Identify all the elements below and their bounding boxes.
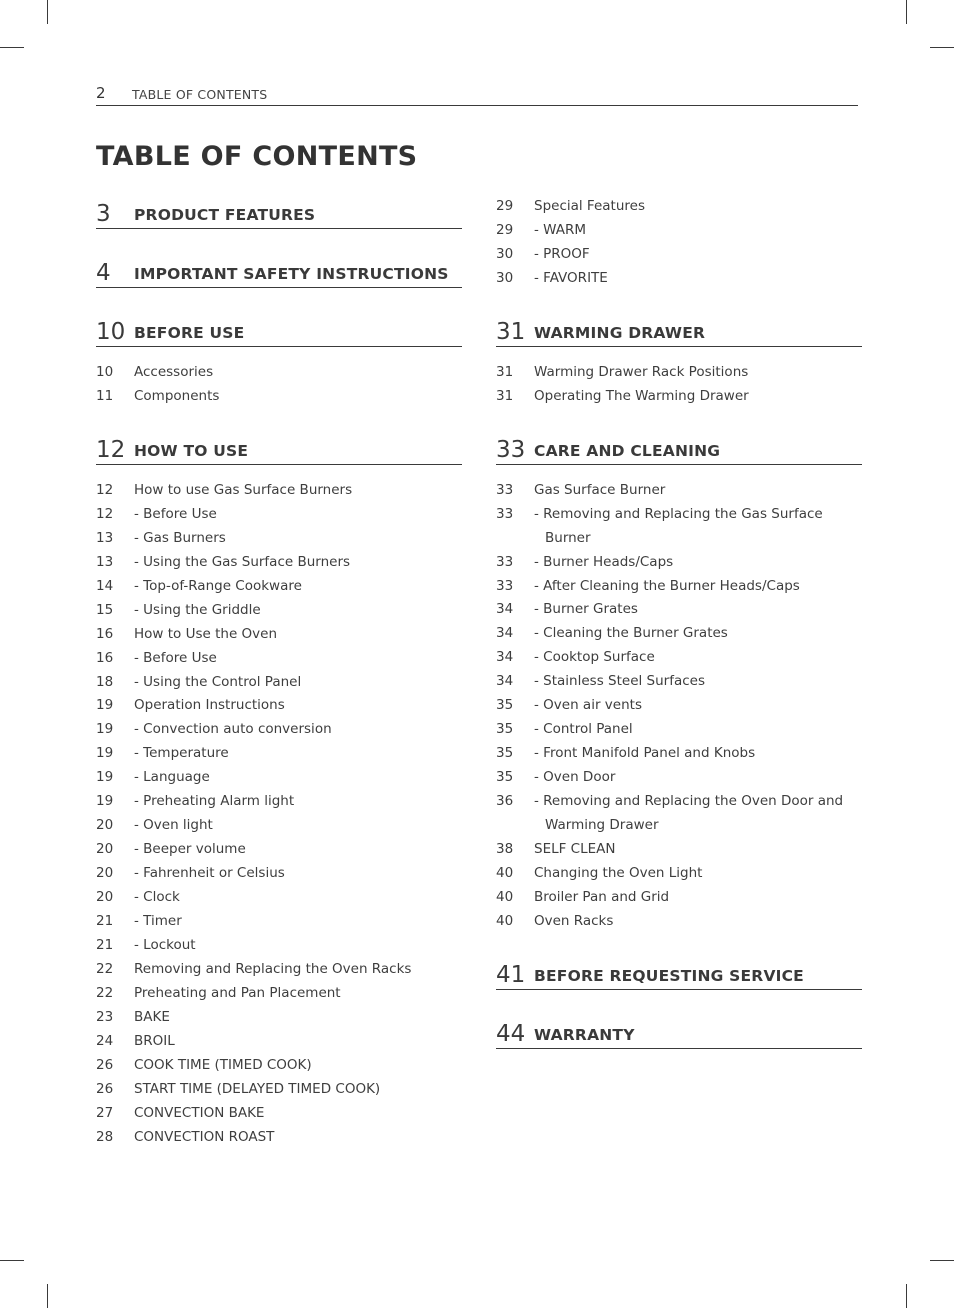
toc-entry[interactable]	[96, 1126, 462, 1150]
entry-title: - Burner Grates	[534, 601, 638, 618]
section-heading[interactable]	[496, 1015, 862, 1049]
entry-page-number: 26	[96, 1056, 114, 1073]
entry-page-number: 34	[496, 601, 514, 618]
entry-page-number: 16	[96, 649, 114, 666]
entry-page-number: 40	[496, 864, 514, 881]
entry-title: - WARM	[534, 221, 587, 238]
entry-page-number: 24	[96, 1032, 114, 1049]
entry-page-number: 28	[96, 1128, 114, 1145]
entry-title: - Burner Heads/Caps	[534, 553, 674, 570]
entry-title: Changing the Oven Light	[534, 864, 703, 881]
entry-page-number: 15	[96, 601, 114, 618]
toc-entry[interactable]	[96, 982, 462, 1006]
toc-entry[interactable]	[496, 886, 862, 910]
toc-entry[interactable]	[496, 503, 862, 551]
section-heading[interactable]	[96, 313, 462, 347]
toc-entry[interactable]	[496, 551, 862, 575]
entry-title: - Using the Control Panel	[134, 673, 302, 690]
entry-title: BROIL	[134, 1032, 175, 1049]
entry-page-number: 12	[96, 481, 114, 498]
entry-page-number: 13	[96, 529, 114, 546]
entry-title: - Gas Burners	[134, 529, 226, 546]
entry-page-number: 19	[96, 745, 114, 762]
entry-page-number: 22	[96, 984, 114, 1001]
entry-page-number: 13	[96, 553, 114, 570]
toc-entry[interactable]	[496, 766, 862, 790]
crop-mark	[47, 0, 48, 24]
entry-title: Operating The Warming Drawer	[534, 387, 749, 404]
entry-page-number: 33	[496, 505, 514, 522]
section-heading[interactable]	[496, 431, 862, 465]
entry-list	[96, 361, 462, 409]
entry-page-number: 23	[96, 1008, 114, 1025]
entry-title: - PROOF	[534, 245, 590, 262]
toc-entry[interactable]	[96, 718, 462, 742]
entry-page-number: 31	[496, 363, 514, 380]
entry-page-number: 30	[496, 269, 514, 286]
toc-entry[interactable]	[96, 742, 462, 766]
entry-title: How to Use the Oven	[134, 625, 278, 642]
toc-entry[interactable]	[96, 527, 462, 551]
section-heading[interactable]	[96, 431, 462, 465]
crop-mark	[0, 47, 24, 48]
toc-entry[interactable]	[96, 862, 462, 886]
entry-title: Components	[134, 387, 220, 404]
crop-mark	[906, 0, 907, 24]
toc-entry[interactable]	[96, 1078, 462, 1102]
entry-page-number: 27	[96, 1104, 114, 1121]
section-heading[interactable]	[96, 195, 462, 229]
entry-title: Operation Instructions	[134, 697, 285, 714]
entry-title: - After Cleaning the Burner Heads/Caps	[534, 577, 800, 594]
entry-title: - Convection auto conversion	[134, 721, 332, 738]
entry-page-number: 35	[496, 769, 514, 786]
right-column	[496, 195, 862, 1074]
entry-page-number: 19	[96, 769, 114, 786]
entry-page-number: 33	[496, 553, 514, 570]
entry-title: - Using the Gas Surface Burners	[134, 553, 351, 570]
entry-page-number: 40	[496, 888, 514, 905]
toc-entry[interactable]	[96, 385, 462, 409]
entry-page-number: 20	[96, 841, 114, 858]
entry-title: CONVECTION ROAST	[134, 1128, 275, 1145]
entry-list	[496, 361, 862, 409]
crop-mark	[47, 1284, 48, 1308]
toc-entry[interactable]	[96, 1102, 462, 1126]
entry-title: Preheating and Pan Placement	[134, 984, 341, 1001]
toc-entry[interactable]	[96, 647, 462, 671]
toc-entry[interactable]	[96, 910, 462, 934]
crop-mark	[906, 1284, 907, 1308]
toc-entry[interactable]	[496, 622, 862, 646]
entry-page-number: 11	[96, 387, 114, 404]
section-page-number: 31	[496, 318, 526, 345]
entry-page-number: 30	[496, 245, 514, 262]
toc-entry[interactable]	[496, 838, 862, 862]
entry-page-number: 21	[96, 913, 114, 930]
entry-title: - Clock	[134, 889, 180, 906]
entry-page-number: 19	[96, 721, 114, 738]
entry-page-number: 20	[96, 817, 114, 834]
toc-entry[interactable]	[96, 838, 462, 862]
toc-entry[interactable]	[96, 886, 462, 910]
entry-title: - Front Manifold Panel and Knobs	[534, 745, 756, 762]
toc-entry[interactable]	[496, 790, 862, 838]
toc-entry[interactable]	[96, 671, 462, 695]
entry-title: How to use Gas Surface Burners	[134, 481, 353, 498]
section-page-number: 3	[96, 201, 111, 227]
toc-entry[interactable]	[96, 934, 462, 958]
entry-page-number: 20	[96, 889, 114, 906]
entry-title: - Oven air vents	[534, 697, 642, 714]
section-page-number: 4	[96, 260, 111, 286]
toc-entry[interactable]	[496, 219, 862, 243]
entry-page-number: 33	[496, 577, 514, 594]
entry-page-number: 19	[96, 697, 114, 714]
section-title: WARMING DRAWER	[534, 323, 706, 342]
continued-entry-list	[496, 195, 862, 291]
entry-page-number: 36	[496, 793, 514, 810]
entry-title: - Cleaning the Burner Grates	[534, 625, 728, 642]
toc-entry[interactable]	[96, 958, 462, 982]
entry-title: Gas Surface Burner	[534, 481, 666, 498]
toc-entry[interactable]	[96, 814, 462, 838]
entry-page-number: 34	[496, 625, 514, 642]
toc-entry[interactable]	[96, 361, 462, 385]
entry-title: START TIME (DELAYED TIMED COOK)	[134, 1080, 381, 1097]
running-title: TABLE OF CONTENTS	[132, 87, 268, 102]
toc-entry[interactable]	[496, 575, 862, 599]
entry-page-number: 35	[496, 721, 514, 738]
entry-title: - Language	[134, 769, 210, 786]
entry-title: Removing and Replacing the Oven Racks	[134, 960, 412, 977]
section-heading[interactable]	[496, 313, 862, 347]
entry-title: - Lockout	[134, 937, 196, 954]
section-heading[interactable]	[96, 254, 462, 288]
toc-entry[interactable]	[496, 479, 862, 503]
entry-title: - Temperature	[134, 745, 229, 762]
entry-title: - Removing and Replacing the Oven Door and Warming Drawer	[534, 793, 844, 834]
toc-entry[interactable]	[496, 243, 862, 267]
page-title: TABLE OF CONTENTS	[96, 141, 418, 172]
entry-title: - Top-of-Range Cookware	[134, 577, 302, 594]
entry-title: - FAVORITE	[534, 269, 608, 286]
entry-page-number: 35	[496, 745, 514, 762]
toc-entry[interactable]	[496, 598, 862, 622]
section-page-number: 44	[496, 1020, 526, 1047]
entry-title: - Cooktop Surface	[534, 649, 655, 666]
section-page-number: 10	[96, 319, 126, 345]
entry-title: Oven Racks	[534, 912, 614, 929]
section-title: PRODUCT FEATURES	[134, 206, 316, 224]
toc-entry[interactable]	[496, 910, 862, 934]
running-header	[96, 84, 858, 106]
entry-title: - Oven Door	[534, 769, 616, 786]
toc-entry[interactable]	[496, 718, 862, 742]
section-title: BEFORE REQUESTING SERVICE	[534, 966, 804, 985]
toc-entry[interactable]	[496, 361, 862, 385]
toc-entry[interactable]	[96, 575, 462, 599]
toc-entry[interactable]	[96, 551, 462, 575]
entry-page-number: 12	[96, 505, 114, 522]
entry-page-number: 29	[496, 198, 514, 214]
section-page-number: 12	[96, 436, 126, 463]
entry-title: COOK TIME (TIMED COOK)	[134, 1056, 312, 1073]
toc-entry[interactable]	[496, 862, 862, 886]
entry-title: Warming Drawer Rack Positions	[534, 363, 749, 380]
entry-title: BAKE	[134, 1008, 170, 1025]
toc-entry[interactable]	[96, 623, 462, 647]
entry-title: - Control Panel	[534, 721, 633, 738]
toc-entry[interactable]	[96, 1054, 462, 1078]
entry-list	[496, 479, 862, 934]
section-title: CARE AND CLEANING	[534, 441, 721, 460]
entry-title: Accessories	[134, 364, 214, 380]
entry-page-number: 38	[496, 841, 514, 858]
crop-mark	[930, 47, 954, 48]
crop-mark	[930, 1260, 954, 1261]
entry-title: - Removing and Replacing the Gas Surface Burner	[534, 505, 823, 546]
entry-title: CONVECTION BAKE	[134, 1104, 265, 1121]
entry-page-number: 40	[496, 912, 514, 929]
section-title: BEFORE USE	[134, 324, 245, 342]
crop-mark	[0, 1260, 24, 1261]
entry-title: - Fahrenheit or Celsius	[134, 865, 285, 882]
toc-entry[interactable]	[496, 742, 862, 766]
entry-page-number: 33	[496, 481, 514, 498]
entry-page-number: 34	[496, 673, 514, 690]
toc-entry[interactable]	[96, 599, 462, 623]
entry-page-number: 20	[96, 865, 114, 882]
section-title: WARRANTY	[534, 1025, 635, 1044]
entry-title: Special Features	[534, 198, 645, 214]
entry-title: - Stainless Steel Surfaces	[534, 673, 705, 690]
entry-page-number: 18	[96, 673, 114, 690]
toc-entry[interactable]	[96, 694, 462, 718]
entry-page-number: 22	[96, 960, 114, 977]
entry-page-number: 31	[496, 387, 514, 404]
toc-entry[interactable]	[496, 385, 862, 409]
toc-entry[interactable]	[96, 1030, 462, 1054]
toc-entry[interactable]	[96, 503, 462, 527]
entry-page-number: 21	[96, 937, 114, 954]
toc-entry[interactable]	[96, 1006, 462, 1030]
section-title: HOW TO USE	[134, 441, 249, 460]
entry-title: - Before Use	[134, 505, 217, 522]
entry-page-number: 16	[96, 625, 114, 642]
entry-title: - Preheating Alarm light	[134, 793, 295, 810]
entry-page-number: 10	[96, 364, 114, 380]
section-page-number: 41	[496, 961, 526, 988]
entry-title: - Oven light	[134, 817, 213, 834]
entry-title: SELF CLEAN	[534, 841, 616, 858]
section-title: IMPORTANT SAFETY INSTRUCTIONS	[134, 265, 449, 283]
section-page-number: 33	[496, 436, 526, 463]
entry-page-number: 29	[496, 221, 514, 238]
entry-title: - Timer	[134, 913, 182, 930]
page-number: 2	[96, 84, 106, 102]
entry-page-number: 35	[496, 697, 514, 714]
left-column	[96, 195, 462, 1172]
entry-page-number: 26	[96, 1080, 114, 1097]
toc-entry[interactable]	[496, 195, 862, 219]
entry-page-number: 14	[96, 577, 114, 594]
entry-list	[96, 479, 462, 1150]
entry-page-number: 19	[96, 793, 114, 810]
entry-title: - Before Use	[134, 649, 217, 666]
toc-entry[interactable]	[96, 766, 462, 790]
entry-title: - Using the Griddle	[134, 601, 261, 618]
toc-entry[interactable]	[96, 479, 462, 503]
entry-title: - Beeper volume	[134, 841, 246, 858]
toc-entry[interactable]	[496, 267, 862, 291]
toc-entry[interactable]	[96, 790, 462, 814]
entry-title: Broiler Pan and Grid	[534, 888, 670, 905]
entry-page-number: 34	[496, 649, 514, 666]
section-heading[interactable]	[496, 956, 862, 990]
toc-entry[interactable]	[496, 694, 862, 718]
toc-entry[interactable]	[496, 646, 862, 670]
toc-entry[interactable]	[496, 670, 862, 694]
